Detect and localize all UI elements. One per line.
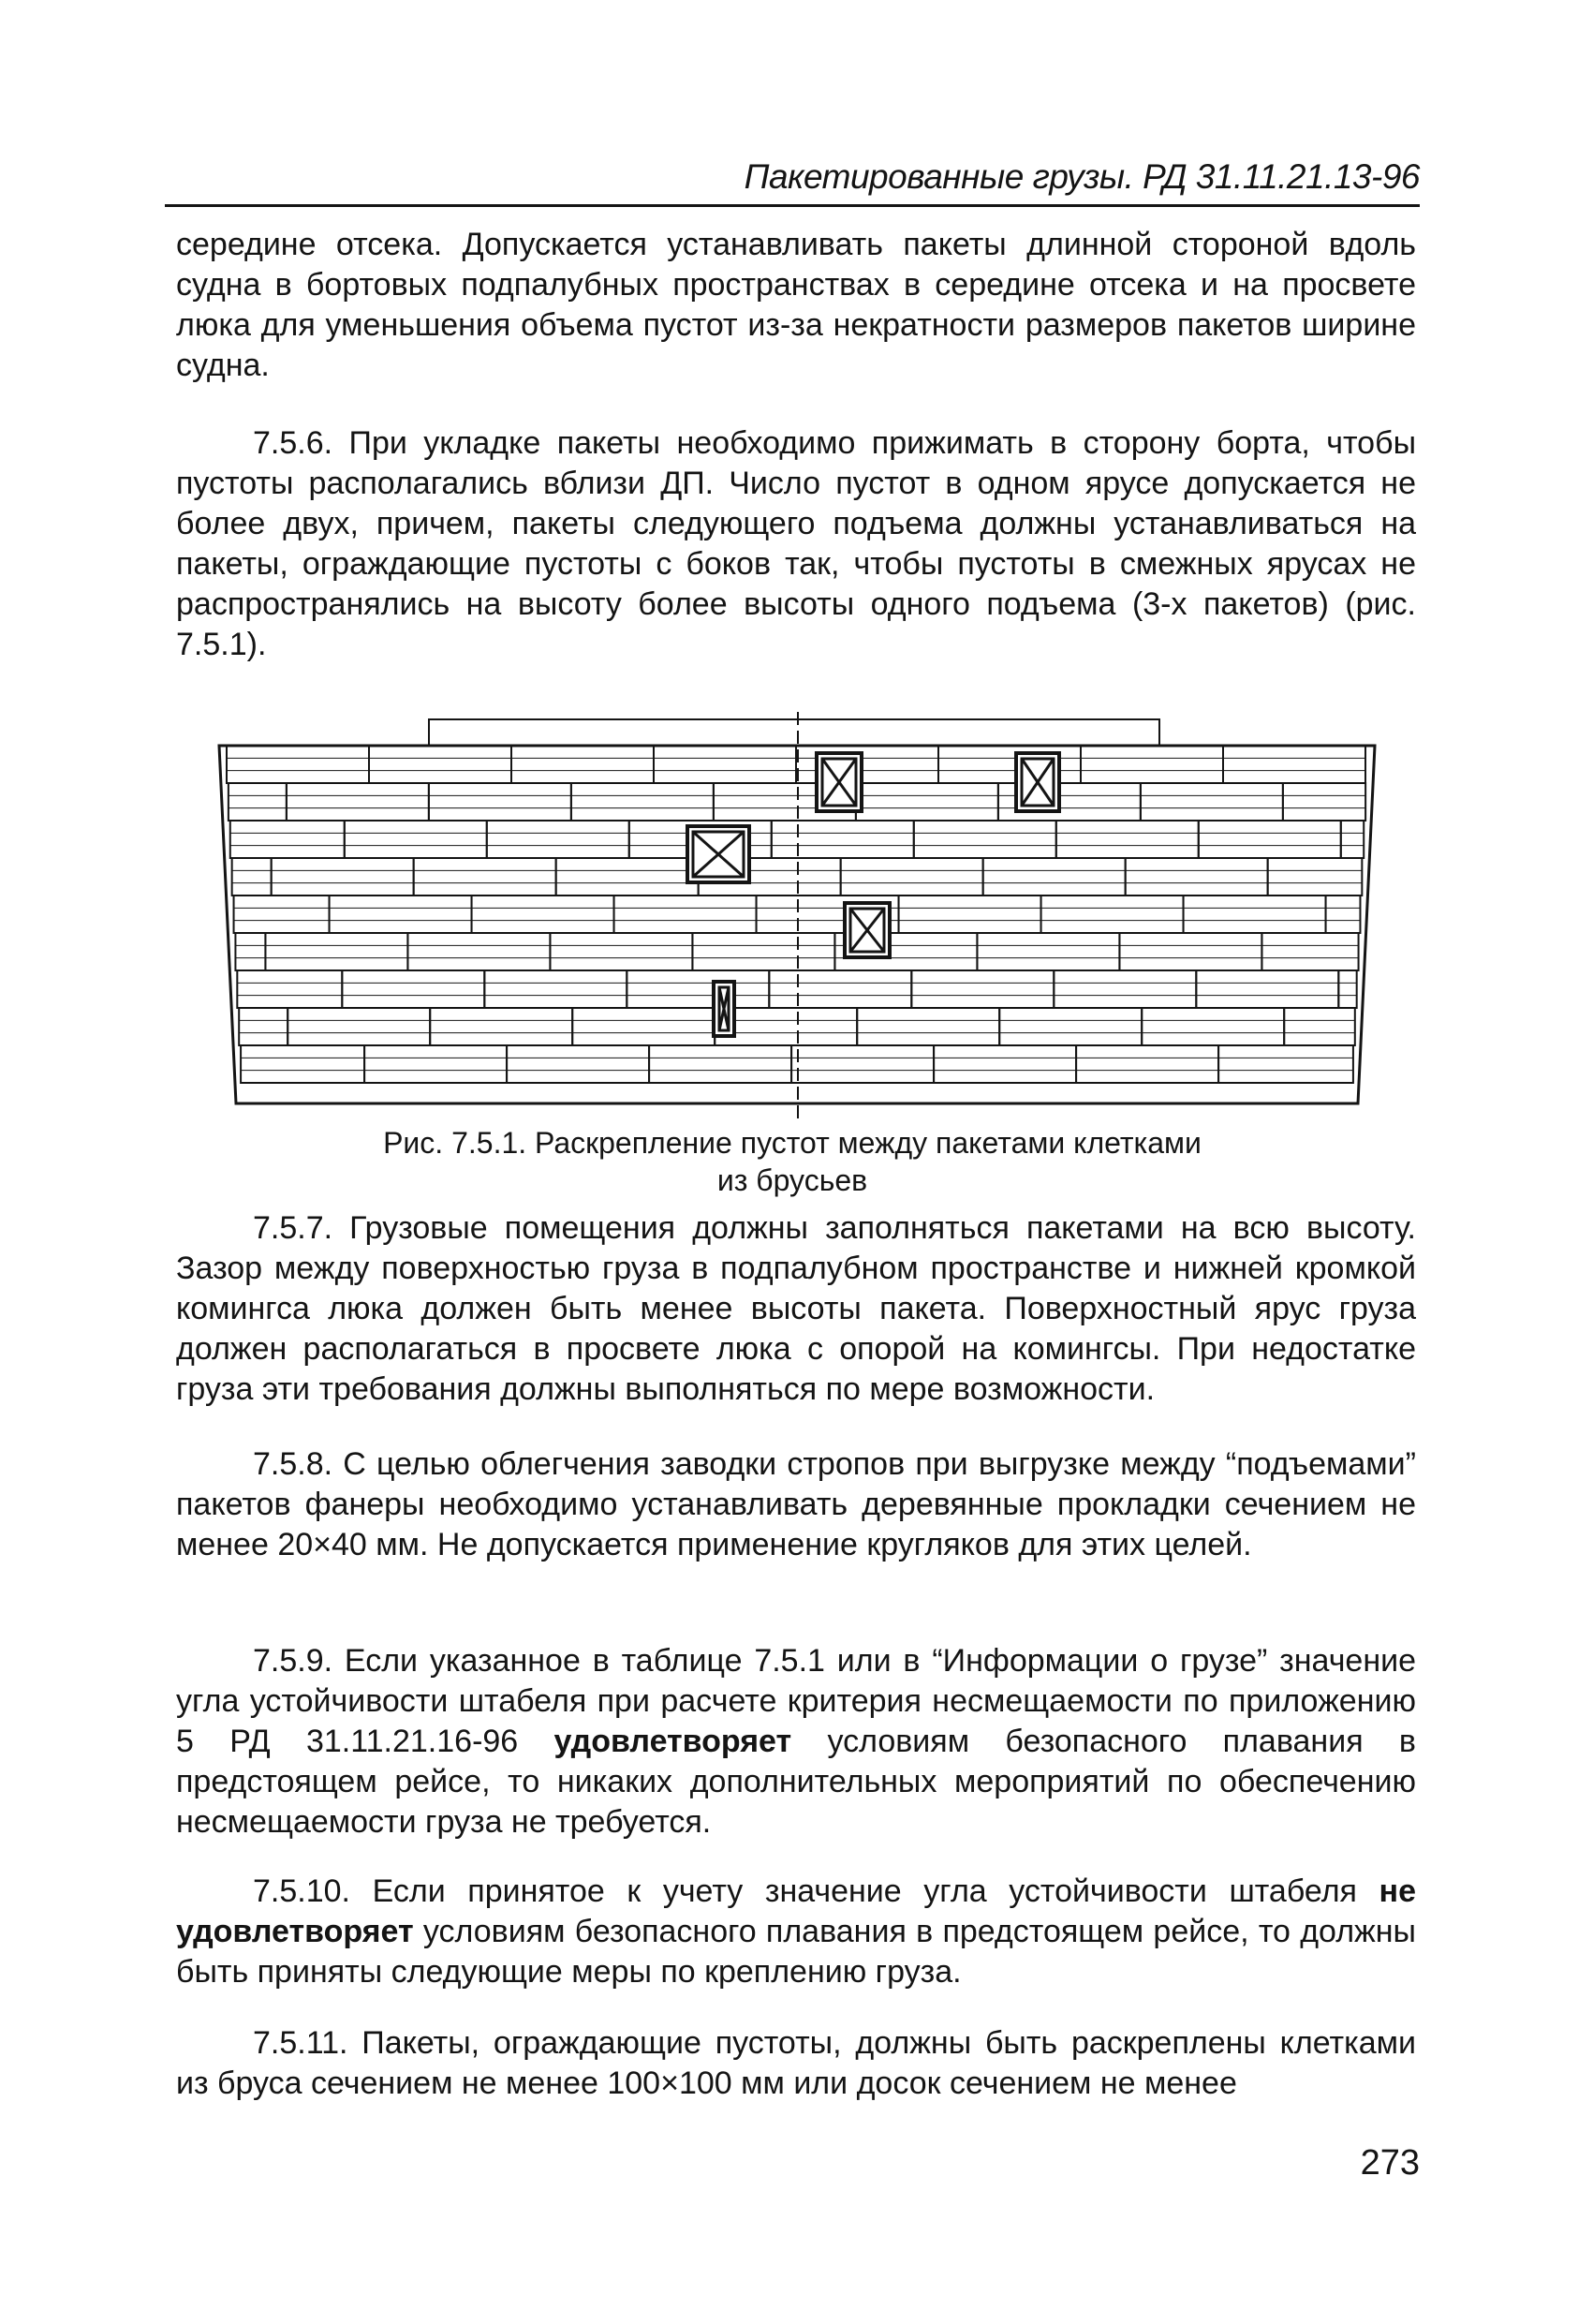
paragraph-7-5-9 bbox=[176, 1641, 1416, 1843]
cargo-package bbox=[430, 1008, 572, 1045]
cargo-package bbox=[234, 896, 330, 933]
cargo-package bbox=[550, 933, 692, 970]
paragraph-7-5-7-text: 7.5.7. Грузовые помещения должны заполняться пакетами на всю высоту. Зазор между поверхностью груза в подпалубном пространстве и нижней кромкой комингса люка должен быть менее высоты пакета. Поверхностный ярус груза должен располагаться в просвете люка с опорой на комингсы. При недостатке груза эти требования должны выполняться по мере возможности. bbox=[176, 1210, 1416, 1407]
cargo-package bbox=[265, 933, 407, 970]
cargo-package bbox=[999, 1008, 1142, 1045]
cargo-package bbox=[235, 933, 265, 970]
cargo-package bbox=[571, 783, 714, 821]
paragraph-7-5-7 bbox=[176, 1208, 1416, 1410]
cargo-package bbox=[1054, 970, 1196, 1008]
paragraph-7-5-10-text-a: 7.5.10. Если принятое к учету значение угла устойчивости штабеля bbox=[253, 1873, 1357, 1909]
paragraph-7-5-10-text-b: условиям безопасного плавания в предстоящем рейсе, то должны быть приняты следующие меры по креплению груза. bbox=[176, 1914, 1416, 1990]
cargo-package bbox=[414, 858, 556, 896]
cargo-package bbox=[229, 783, 287, 821]
cargo-package bbox=[1041, 896, 1184, 933]
cargo-package bbox=[627, 970, 769, 1008]
cargo-package bbox=[1196, 970, 1338, 1008]
paragraph-7-5-8-text: 7.5.8. С целью облегчения заводки стропов при выгрузке между “подъемами” пакетов фанеры необходимо устанавливать деревянные прокладки сечением не менее 20×40 мм. Не допускается применение кругляков для этих целей. bbox=[176, 1446, 1416, 1562]
figure-caption bbox=[165, 1124, 1420, 1199]
cargo-package bbox=[1141, 783, 1283, 821]
cargo-package bbox=[230, 821, 345, 858]
cargo-hold-diagram bbox=[215, 712, 1377, 1124]
cargo-package bbox=[649, 1045, 791, 1083]
cargo-package bbox=[914, 821, 1056, 858]
paragraph-7-5-6 bbox=[176, 423, 1416, 665]
figure-7-5-1 bbox=[215, 712, 1377, 1124]
cargo-package bbox=[1338, 970, 1356, 1008]
cargo-package bbox=[1268, 858, 1363, 896]
paragraph-7-5-10-bold: не удовлетворяет bbox=[176, 1873, 1416, 1949]
cargo-package bbox=[856, 783, 998, 821]
page-number: 273 bbox=[1360, 2143, 1420, 2183]
cargo-package bbox=[614, 896, 757, 933]
paragraph-7-5-10 bbox=[176, 1872, 1416, 1992]
cargo-package bbox=[983, 858, 1126, 896]
cargo-package bbox=[1223, 746, 1365, 783]
cargo-package bbox=[1076, 1045, 1218, 1083]
paragraph-7-5-11-text: 7.5.11. Пакеты, ограждающие пустоты, должны быть раскреплены клетками из бруса сечением не менее 100×100 мм или досок сечением не менее bbox=[176, 2025, 1416, 2101]
cargo-package bbox=[977, 933, 1119, 970]
paragraph-7-5-9-text-b: условиям безопасного плавания в предстоящем рейсе, то никаких дополнительных мероприятий по обеспечению несмещаемости груза не требуется. bbox=[176, 1724, 1416, 1840]
cargo-package bbox=[511, 746, 654, 783]
figure-caption-line-2: из брусьев bbox=[716, 1163, 868, 1197]
cargo-package bbox=[237, 970, 342, 1008]
cargo-package bbox=[1199, 821, 1341, 858]
cargo-package bbox=[791, 1045, 934, 1083]
cargo-package bbox=[232, 858, 272, 896]
cargo-package bbox=[484, 970, 627, 1008]
cargo-package bbox=[345, 821, 487, 858]
cargo-package bbox=[1261, 933, 1358, 970]
cargo-package bbox=[857, 1008, 999, 1045]
cargo-package bbox=[934, 1045, 1076, 1083]
cargo-package bbox=[429, 783, 571, 821]
cargo-package bbox=[507, 1045, 649, 1083]
cargo-package bbox=[1142, 1008, 1284, 1045]
cargo-package bbox=[1283, 783, 1365, 821]
paragraph-7-5-6-text: 7.5.6. При укладке пакеты необходимо прижимать в сторону борта, чтобы пустоты располагались вблизи ДП. Число пустот в одном ярусе допускается не более двух, причем, пакеты следующего подъема должны устанавливаться на пакеты, ограждающие пустоты с боков так, чтобы пустоты в смежных ярусах не распространялись на высоту более высоты одного подъема (3-х пакетов) (рис. 7.5.1). bbox=[176, 425, 1416, 662]
cargo-package bbox=[911, 970, 1054, 1008]
paragraph-7-5-8 bbox=[176, 1444, 1416, 1565]
cargo-package bbox=[288, 1008, 430, 1045]
cargo-package bbox=[1218, 1045, 1353, 1083]
cargo-package bbox=[1284, 1008, 1355, 1045]
cargo-package bbox=[487, 821, 629, 858]
cargo-package bbox=[1056, 821, 1199, 858]
cargo-package bbox=[407, 933, 550, 970]
cargo-package bbox=[772, 821, 914, 858]
cargo-package bbox=[1119, 933, 1261, 970]
cargo-package bbox=[330, 896, 472, 933]
cargo-package bbox=[1184, 896, 1326, 933]
paragraph-7-5-9-bold: удовлетворяет bbox=[553, 1724, 792, 1759]
cargo-package bbox=[239, 1008, 288, 1045]
paragraph-7-5-11 bbox=[176, 2023, 1416, 2104]
cargo-package bbox=[369, 746, 511, 783]
cargo-package bbox=[1126, 858, 1268, 896]
paragraph-continued: середине отсека. Допускается устанавливать пакеты длинной стороной вдоль судна в бортовых подпалубных пространствах в середине отсека и на просвете люка для уменьшения объема пустот из-за некратности размеров пакетов ширине судна. bbox=[176, 227, 1416, 383]
cargo-package bbox=[272, 858, 414, 896]
cargo-package bbox=[1341, 821, 1364, 858]
cargo-package bbox=[342, 970, 484, 1008]
cargo-package bbox=[841, 858, 983, 896]
header-rule bbox=[165, 204, 1420, 207]
cargo-package bbox=[899, 896, 1041, 933]
cargo-package bbox=[472, 896, 614, 933]
cargo-package bbox=[287, 783, 429, 821]
figure-caption-line-1: Рис. 7.5.1. Раскрепление пустот между пакетами клетками bbox=[383, 1126, 1202, 1160]
running-header: Пакетированные грузы. РД 31.11.21.13-96 bbox=[744, 157, 1420, 196]
cargo-package bbox=[769, 970, 911, 1008]
cargo-package bbox=[364, 1045, 507, 1083]
cargo-package bbox=[1081, 746, 1223, 783]
cargo-package bbox=[241, 1045, 364, 1083]
cargo-package bbox=[572, 1008, 715, 1045]
cargo-package bbox=[227, 746, 369, 783]
cargo-package bbox=[654, 746, 796, 783]
paragraph-7-5-9-text-a: 7.5.9. Если указанное в таблице 7.5.1 или в “Информации о грузе” значение угла устойчивости штабеля при расчете критерия несмещаемости по приложению 5 РД 31.11.21.16-96 bbox=[176, 1643, 1416, 1759]
hatch-top-tier bbox=[429, 719, 1159, 746]
cargo-package bbox=[692, 933, 834, 970]
cargo-package bbox=[1326, 896, 1361, 933]
cargo-package bbox=[556, 858, 699, 896]
